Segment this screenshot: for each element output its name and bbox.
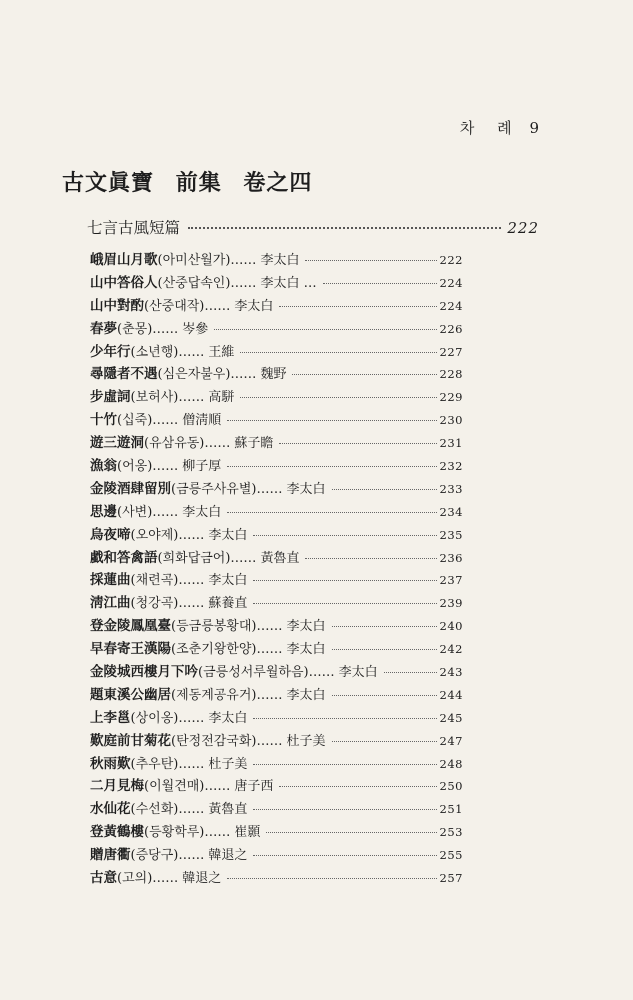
- toc-entry[interactable]: [90, 706, 463, 729]
- entry-page: 248: [439, 756, 463, 771]
- entry-title: 登金陵鳳凰臺: [90, 618, 171, 635]
- entry-page: 229: [439, 390, 463, 405]
- entry-page: 234: [439, 504, 463, 519]
- entry-author: 李太白: [208, 527, 248, 543]
- entry-leader-dots: [266, 832, 436, 833]
- toc-entry[interactable]: [90, 637, 463, 660]
- entry-reading: (산중답속인)……: [157, 275, 257, 291]
- entry-title: 少年行: [90, 343, 131, 360]
- entry-reading: (사변)……: [117, 504, 179, 520]
- entry-title: 題東溪公幽居: [90, 686, 171, 703]
- entry-leader-dots: [227, 878, 436, 879]
- toc-entry[interactable]: [90, 523, 463, 546]
- toc-entry[interactable]: [90, 568, 463, 591]
- entry-author: 蘇子瞻: [234, 436, 274, 452]
- entry-reading: (조춘기왕한양)……: [171, 642, 283, 658]
- entry-reading: (이월견매)……: [144, 779, 231, 795]
- entry-title: 春夢: [90, 320, 117, 337]
- entry-title: 烏夜啼: [90, 526, 131, 543]
- toc-entry[interactable]: [90, 317, 463, 340]
- entry-reading: (증당구)……: [130, 848, 205, 864]
- entry-page: 231: [439, 436, 463, 451]
- entry-leader-dots: [279, 443, 436, 444]
- entry-reading: (오야제)……: [130, 527, 205, 543]
- entry-leader-dots: [332, 741, 437, 742]
- toc-entry[interactable]: [90, 477, 463, 500]
- entry-reading: (탄정전감국화)……: [171, 733, 283, 749]
- entry-leader-dots: [253, 718, 436, 719]
- entry-title: 二月見梅: [90, 778, 144, 795]
- entry-page: 228: [439, 367, 463, 382]
- entry-title: 山中對酌: [90, 297, 144, 314]
- entry-title: 水仙花: [90, 801, 131, 818]
- entry-reading: (소년행)……: [130, 344, 205, 360]
- toc-entry[interactable]: [90, 614, 463, 637]
- entry-author: 韓退之: [182, 871, 222, 887]
- entry-leader-dots: [279, 306, 436, 307]
- entry-reading: (아미산월가)……: [157, 253, 257, 268]
- entry-title: 金陵酒肆留別: [90, 480, 171, 497]
- entry-page: 240: [439, 619, 463, 634]
- toc-entry[interactable]: [90, 408, 463, 431]
- entry-page: 235: [439, 527, 463, 542]
- entry-page: 250: [439, 779, 463, 794]
- entry-author: 魏野: [260, 367, 287, 383]
- entry-leader-dots: [227, 420, 436, 421]
- entry-author: 李太白: [286, 687, 326, 703]
- toc-entry[interactable]: [90, 752, 463, 775]
- section-page: 222: [507, 219, 539, 237]
- entry-reading: (청강곡)……: [130, 596, 205, 612]
- entry-page: 242: [439, 642, 463, 657]
- entry-page: 243: [439, 665, 463, 680]
- entry-author: 李太白: [338, 665, 378, 681]
- toc-entry[interactable]: [90, 546, 463, 569]
- entry-author: 岑參: [182, 321, 209, 337]
- entry-leader-dots: [332, 695, 437, 696]
- entry-author: 李太白: [182, 504, 222, 520]
- entry-reading: (춘몽)……: [117, 321, 179, 337]
- entry-reading: (제동계공유거)……: [171, 687, 283, 703]
- entry-author: 崔顥: [234, 825, 261, 841]
- toc-entry[interactable]: [90, 340, 463, 363]
- toc-entry[interactable]: [90, 362, 463, 385]
- entry-leader-dots: [227, 512, 436, 513]
- entry-page: 245: [439, 710, 463, 725]
- entry-title: 峨眉山月歌: [90, 252, 158, 268]
- entry-reading: (유삼유동)……: [144, 436, 231, 452]
- entry-title: 遊三遊洞: [90, 435, 144, 452]
- entry-page: 224: [439, 275, 463, 290]
- entry-reading: (희화답금어)……: [157, 550, 257, 566]
- toc-entry[interactable]: [90, 729, 463, 752]
- entry-page: 239: [439, 596, 463, 611]
- entry-page: 244: [439, 687, 463, 702]
- entry-author: 高駢: [208, 390, 235, 406]
- entry-author: 李太白: [286, 619, 326, 635]
- entry-author: 王維: [208, 344, 235, 360]
- entry-author: 韓退之: [208, 848, 248, 864]
- entry-title: 漁翁: [90, 458, 117, 475]
- entry-leader-dots: [227, 466, 436, 467]
- entry-page: 257: [439, 871, 463, 886]
- entry-title: 採蓮曲: [90, 572, 131, 589]
- entry-leader-dots: [214, 329, 436, 330]
- toc-entry[interactable]: [90, 500, 463, 523]
- entry-title: 步虛詞: [90, 389, 131, 406]
- entry-reading: (추우탄)……: [130, 756, 205, 772]
- entry-author: 柳子厚: [182, 459, 222, 475]
- entry-reading: (수선화)……: [130, 802, 205, 818]
- entry-leader-dots: [305, 260, 436, 261]
- entry-author: 杜子美: [208, 756, 248, 772]
- entry-reading: (산중대작)……: [144, 298, 231, 314]
- entry-leader-dots: [253, 809, 436, 810]
- toc-entry[interactable]: [90, 248, 463, 271]
- entry-author: 李太白: [260, 253, 300, 268]
- entry-leader-dots: [323, 283, 437, 284]
- section-label: 七言古風短篇: [87, 219, 181, 237]
- entry-reading: (등황학루)……: [144, 825, 231, 841]
- toc-entry[interactable]: [90, 431, 463, 454]
- entry-page: 227: [439, 344, 463, 359]
- entry-author: 黃魯直: [260, 550, 300, 566]
- entry-title: 早春寄王漢陽: [90, 641, 171, 658]
- section-leader-dots: [188, 227, 501, 229]
- entry-reading: (금릉주사유별)……: [171, 481, 283, 497]
- entry-reading: (등금릉봉황대)……: [171, 619, 283, 635]
- entry-author: 杜子美: [286, 733, 326, 749]
- toc-entry[interactable]: [90, 683, 463, 706]
- entry-author: 李太白: [286, 642, 326, 658]
- entry-title: 尋隱者不遇: [90, 366, 158, 383]
- title-part-collection: 前集: [175, 170, 222, 196]
- entry-author: 蘇養直: [208, 596, 248, 612]
- entry-page: 232: [439, 459, 463, 474]
- section-heading[interactable]: [87, 216, 539, 238]
- entry-title: 贈唐衢: [90, 847, 131, 864]
- toc-entry[interactable]: [90, 660, 463, 683]
- entry-leader-dots: [253, 603, 436, 604]
- entry-page: 236: [439, 550, 463, 565]
- entry-leader-dots: [253, 764, 436, 765]
- toc-entry[interactable]: [90, 820, 463, 843]
- entry-page: 237: [439, 573, 463, 588]
- entry-author: 李太白: [208, 710, 248, 726]
- entry-leader-dots: [305, 558, 436, 559]
- entry-leader-dots: [253, 580, 436, 581]
- entry-page: 251: [439, 802, 463, 817]
- entry-reading: (보허사)……: [130, 390, 205, 406]
- toc-entry[interactable]: [90, 843, 463, 866]
- header-word: 차 례: [459, 119, 521, 137]
- toc-entry[interactable]: [90, 454, 463, 477]
- entry-reading: (고의)……: [117, 871, 179, 887]
- running-header: [460, 117, 541, 138]
- header-page-number: 9: [529, 119, 541, 137]
- entry-page: 222: [439, 253, 463, 267]
- entry-title: 思邊: [90, 503, 117, 520]
- entry-title: 淸江曲: [90, 595, 131, 612]
- entry-leader-dots: [332, 649, 437, 650]
- entry-leader-dots: [292, 374, 436, 375]
- entry-leader-dots: [253, 535, 436, 536]
- toc-entry[interactable]: [90, 385, 463, 408]
- entry-reading: (어옹)……: [117, 459, 179, 475]
- entry-leader-dots: [279, 786, 436, 787]
- entry-author: 李太白 …: [260, 275, 317, 291]
- entry-reading: (상이옹)……: [130, 710, 205, 726]
- toc-entry[interactable]: [90, 797, 463, 820]
- entry-title: 十竹: [90, 412, 117, 429]
- entry-page: 247: [439, 733, 463, 748]
- entry-title: 登黃鶴樓: [90, 824, 144, 841]
- entry-author: 李太白: [208, 573, 248, 589]
- entry-reading: (채련곡)……: [130, 573, 205, 589]
- entry-leader-dots: [384, 672, 437, 673]
- entry-title: 山中答俗人: [90, 274, 158, 291]
- toc-entry[interactable]: [90, 866, 463, 889]
- toc-entry[interactable]: [90, 774, 463, 797]
- entry-page: 230: [439, 413, 463, 428]
- entry-author: 李太白: [286, 481, 326, 497]
- entry-author: 黃魯直: [208, 802, 248, 818]
- entry-title: 金陵城西樓月下吟: [90, 664, 198, 681]
- toc-entry-list: [90, 248, 463, 889]
- entry-author: 唐子西: [234, 779, 274, 795]
- entry-leader-dots: [240, 352, 436, 353]
- entry-title: 戱和答禽語: [90, 549, 158, 566]
- entry-title: 古意: [90, 870, 117, 887]
- entry-reading: (심은자불우)……: [157, 367, 257, 383]
- entry-page: 226: [439, 321, 463, 336]
- entry-title: 歎庭前甘菊花: [90, 732, 171, 749]
- entry-author: 僧淸順: [182, 413, 222, 429]
- entry-page: 253: [439, 825, 463, 840]
- entry-leader-dots: [332, 489, 437, 490]
- volume-title: [62, 166, 325, 197]
- entry-reading: (십죽)……: [117, 413, 179, 429]
- entry-page: 255: [439, 848, 463, 863]
- title-part-book: 古文眞寶: [62, 170, 155, 196]
- entry-leader-dots: [240, 397, 436, 398]
- toc-entry[interactable]: [90, 591, 463, 614]
- entry-page: 224: [439, 298, 463, 313]
- title-part-volume: 卷之四: [243, 170, 313, 196]
- entry-title: 秋雨歎: [90, 755, 131, 772]
- entry-author: 李太白: [234, 298, 274, 314]
- toc-entry[interactable]: [90, 294, 463, 317]
- entry-title: 上李邕: [90, 709, 131, 726]
- entry-reading: (금릉성서루월하음)……: [198, 665, 335, 681]
- entry-page: 233: [439, 481, 463, 496]
- entry-leader-dots: [332, 626, 437, 627]
- entry-leader-dots: [253, 855, 436, 856]
- toc-entry[interactable]: [90, 271, 463, 294]
